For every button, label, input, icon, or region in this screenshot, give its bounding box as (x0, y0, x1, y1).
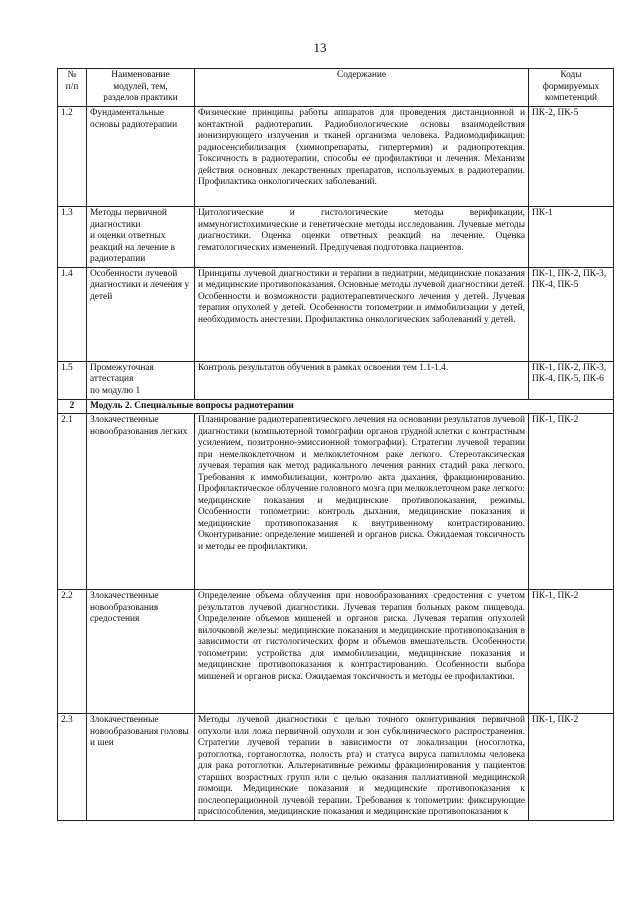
row-content: Контроль результатов обучения в рамках освоения тем 1.1-1.4. (195, 361, 529, 399)
table-row (58, 414, 614, 590)
table-row (58, 714, 614, 821)
row-codes: ПК-2, ПК-5 (529, 107, 614, 207)
row-codes: ПК-1 (529, 207, 614, 268)
row-content: Определение объема облучения при новообразованиях средостения с учетом результатов лучевой диагностики. Лучевая терапия больных раком пищевода. Определение объемов мишеней и органов риска. Лучевая терапия опухолей вилочковой железы: медицинские показания и медицинские противопоказания в зависимости от гистологических форм и объемов вмешательств. Особенности топометрии: устройства для иммобилизации, медицинские показания и медицинские противопоказания к контрастированию. Особенности выбора мишеней и органов риска. Ожидаемая токсичность и методы ее профилактики. (195, 590, 529, 714)
module-title: Модуль 2. Специальные вопросы радиотерапии (87, 399, 614, 414)
row-codes: ПК-1, ПК-2 (529, 414, 614, 590)
header-num: № п/п (58, 69, 87, 107)
module-num: 2 (58, 399, 87, 414)
row-codes: ПК-1, ПК-2, ПК-3, ПК-4, ПК-5 (529, 267, 614, 361)
row-name: Промежуточная аттестация по модулю 1 (87, 361, 195, 399)
table-row (58, 107, 614, 207)
row-codes: ПК-1, ПК-2 (529, 590, 614, 714)
row-num: 1.2 (58, 107, 87, 207)
row-content: Физические принципы работы аппаратов для проведения дистанционной и контактной радиотерапии. Радиобиологические основы взаимодействия ионизирующего излучения и тканей организма человека. Радиомодификация: радиосенсибилизация (химиопрепараты, гипертермия) и радиопротекция. Токсичность в радиотерапии, способы ее профилактики и лечения. Механизм действия основных лекарственных препаратов, используемых в радиотерапии. Профилактика онкологических заболеваний. (195, 107, 529, 207)
page-number: 13 (313, 40, 327, 55)
row-name: Злокачественные новообразования средостения (87, 590, 195, 714)
row-name: Особенности лучевой диагностики и лечения у детей (87, 267, 195, 361)
table-row (58, 361, 614, 399)
row-num: 1.3 (58, 207, 87, 268)
table-header-row (58, 69, 614, 107)
row-codes: ПК-1, ПК-2, ПК-3, ПК-4, ПК-5, ПК-6 (529, 361, 614, 399)
row-name: Злокачественные новообразования головы и шеи (87, 714, 195, 821)
row-codes: ПК-1, ПК-2 (529, 714, 614, 821)
row-content: Принципы лучевой диагностики и терапии в педиатрии, медицинские показания и медицинские противопоказания. Основные методы лучевой диагностики детей. Особенности и возможности радиотерапевтического лечения у детей. Лучевая терапия опухолей у детей. Особенности топометрии и иммобилизации у детей, необходимость анестезии. Профилактика онкологических заболеваний у детей. (195, 267, 529, 361)
table-row (58, 207, 614, 268)
row-content: Планирование радиотерапевтического лечения на основании результатов лучевой диагностики (компьютерной томографии органов грудной клетки с контрастным усилением, позитронно-эмиссионной томографии). Стратегии лучевой терапии при немелкоклеточном и мелкоклеточном раке легкого. Стереотаксическая лучевая терапия как метод радикального лечения ранних стадий рака легкого. Требования к иммобилизации, контролю акта дыхания, фракционированию. Профилактическое облучение головного мозга при мелкоклеточном раке легкого: медицинские показания и медицинские противопоказания, режимы. Особенности топометрии: контроль дыхания, медицинские показания и медицинские противопоказания к внутривенному контрастированию. Оконтуривание: определение мишеней и органов риска. Ожидаемая токсичность и методы ее профилактики. (195, 414, 529, 590)
row-name: Злокачественные новообразования легких (87, 414, 195, 590)
header-content: Содержание (195, 69, 529, 107)
row-num: 2.3 (58, 714, 87, 821)
curriculum-table (57, 68, 614, 821)
row-num: 1.4 (58, 267, 87, 361)
header-name: Наименование модулей, тем, разделов практики (87, 69, 195, 107)
row-name: Фундаментальные основы радиотерапии (87, 107, 195, 207)
table-row (58, 590, 614, 714)
module-row (58, 399, 614, 414)
row-num: 1.5 (58, 361, 87, 399)
row-content: Цитологические и гистологические методы верификации, иммуногистохимические и генетические методы исследования. Лучевые методы диагностики. Оценка оценки ответных реакций на лечение. Оценка гематологических изменений. Предлучевая подготовка пациентов. (195, 207, 529, 268)
row-name: Методы первичной диагностики и оценки ответных реакций на лечение в радиотерапии (87, 207, 195, 268)
row-num: 2.2 (58, 590, 87, 714)
header-codes: Коды формируемых компетенций (529, 69, 614, 107)
row-content: Методы лучевой диагностики с целью точного оконтуривания первичной опухоли или ложа первичной опухоли и зон субклинического распространения. Стратегии лучевой терапии в зависимости от локализации (носоглотка, ротоглотка, гортаноглотка, полость рта) и статуса вируса папилломы человека для рака ротоглотки. Альтернативные режимы фракционирования у пациентов старших возрастных групп или с целью оказания паллиативной медицинской помощи. Медицинские показания и медицинские противопоказания к послеоперационной лучевой терапии. Требования к топометрии: фиксирующие приспособления, медицинские показания и медицинские противопоказания к (195, 714, 529, 821)
table-row (58, 267, 614, 361)
row-num: 2.1 (58, 414, 87, 590)
